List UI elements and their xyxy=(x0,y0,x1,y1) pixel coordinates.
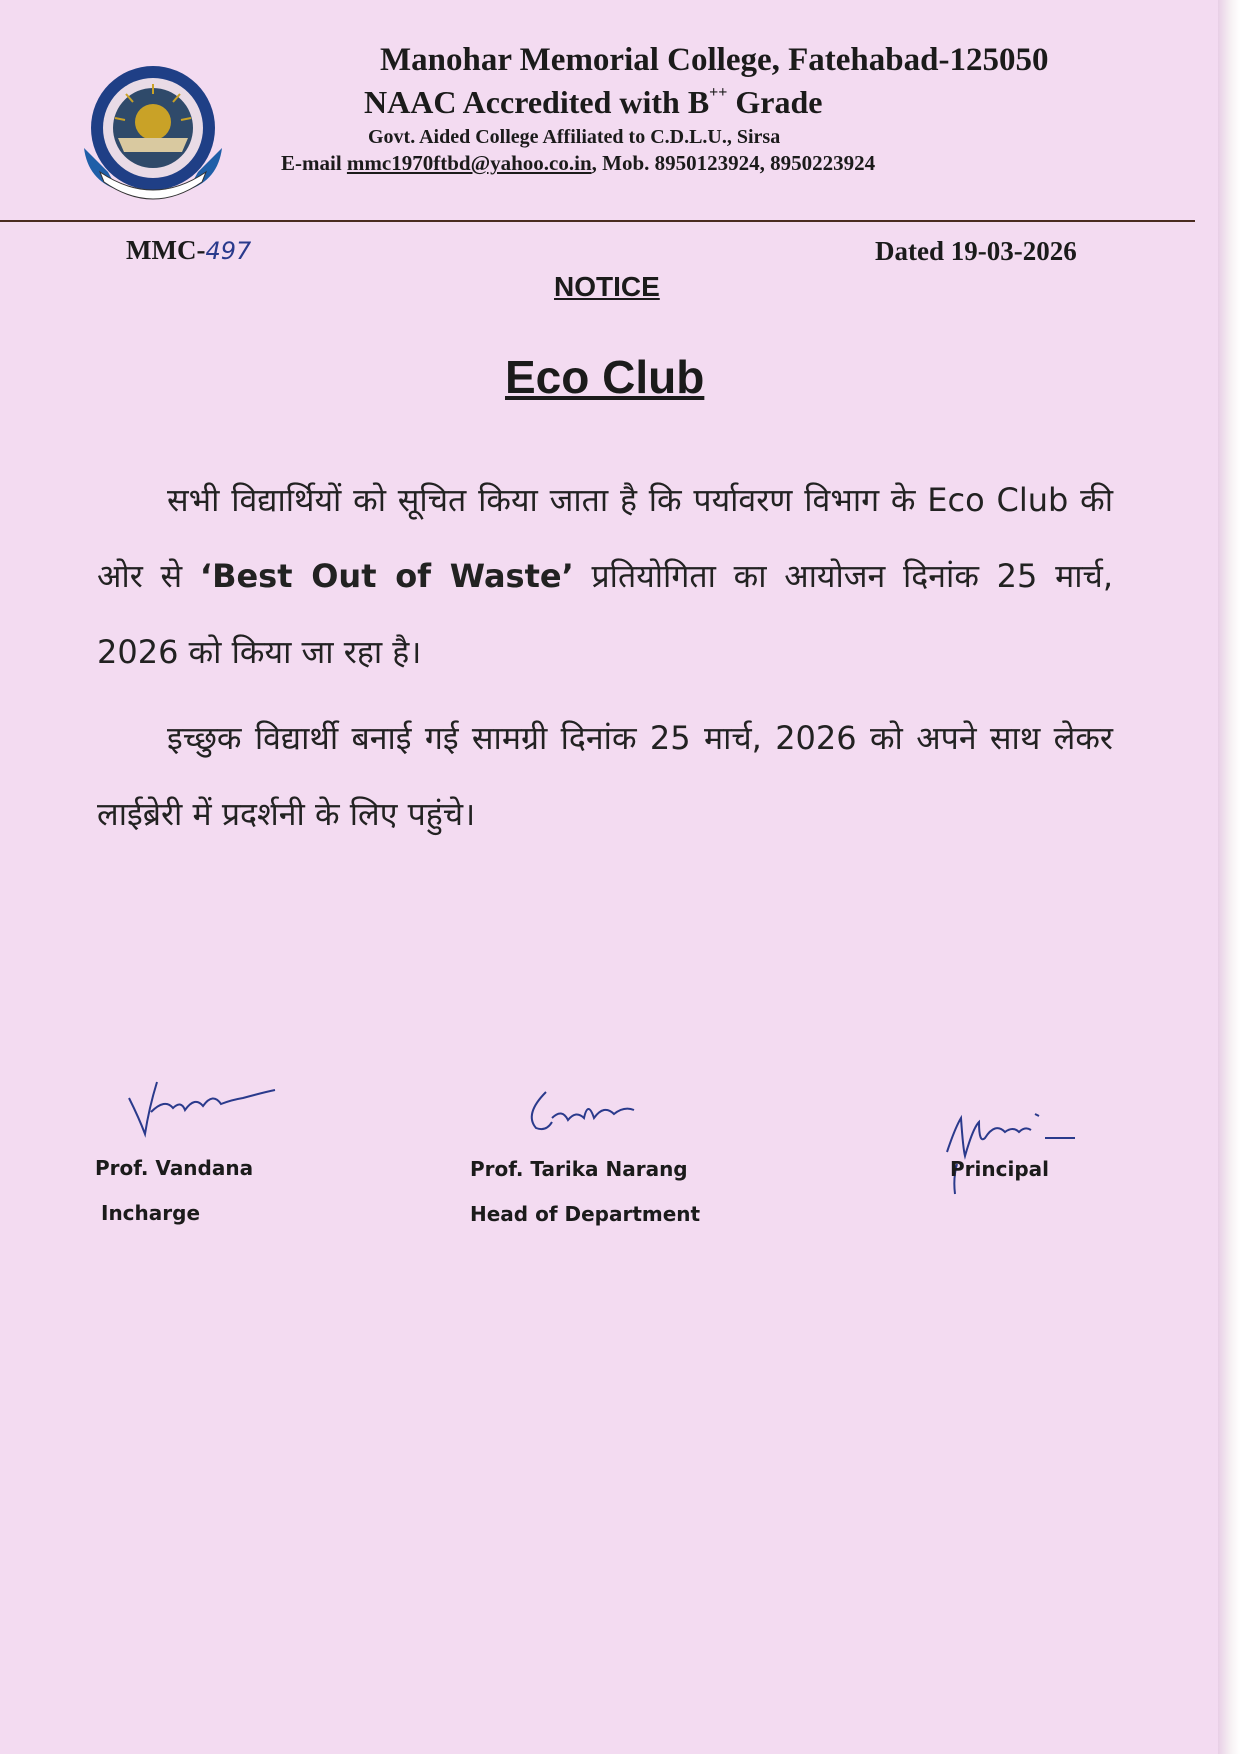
naac-accreditation: NAAC Accredited with B++ Grade xyxy=(364,84,823,120)
affiliation-line: Govt. Aided College Affiliated to C.D.L.U., Sirsa xyxy=(368,126,781,148)
signatory-1-role: Incharge xyxy=(101,1201,201,1225)
notice-title: Eco Club xyxy=(505,351,705,403)
body-paragraph-1: सभी विद्यार्थियों को सूचित किया जाता है कि पर्यावरण विभाग के Eco Club की ओर से ‘Best Out of Waste’ प्रतियोगिता का आयोजन दिनांक 25 मार्च, 2026 को किया जा रहा है। xyxy=(97,481,1113,671)
body-paragraph-2: इच्छुक विद्यार्थी बनाई गई सामग्री दिनांक 25 मार्च, 2026 को अपने साथ लेकर लाईब्रेरी में प्रदर्शनी के लिए पहुंचे। xyxy=(97,719,1113,833)
signatory-2-name: Prof. Tarika Narang xyxy=(470,1157,688,1181)
signature-tarika xyxy=(522,1088,652,1138)
notice-date: Dated 19-03-2026 xyxy=(875,236,1077,266)
signatory-1-name: Prof. Vandana xyxy=(95,1156,254,1180)
reference-number: MMC-497 xyxy=(126,235,252,265)
college-logo xyxy=(78,60,228,202)
signature-vandana xyxy=(125,1078,285,1138)
notice-heading: NOTICE xyxy=(554,271,660,302)
signature-principal xyxy=(945,1108,1085,1198)
header-rule xyxy=(0,220,1195,222)
page-edge xyxy=(1218,0,1240,1754)
signatory-3-name: Principal xyxy=(950,1157,1049,1181)
college-name: Manohar Memorial College, Fatehabad-125050 xyxy=(380,42,1049,78)
contact-line: E-mail mmc1970ftbd@yahoo.co.in, Mob. 8950123924, 8950223924 xyxy=(281,151,876,175)
email-address[interactable]: mmc1970ftbd@yahoo.co.in xyxy=(346,151,592,175)
signatory-2-role: Head of Department xyxy=(470,1202,701,1226)
notice-body xyxy=(97,462,1113,852)
